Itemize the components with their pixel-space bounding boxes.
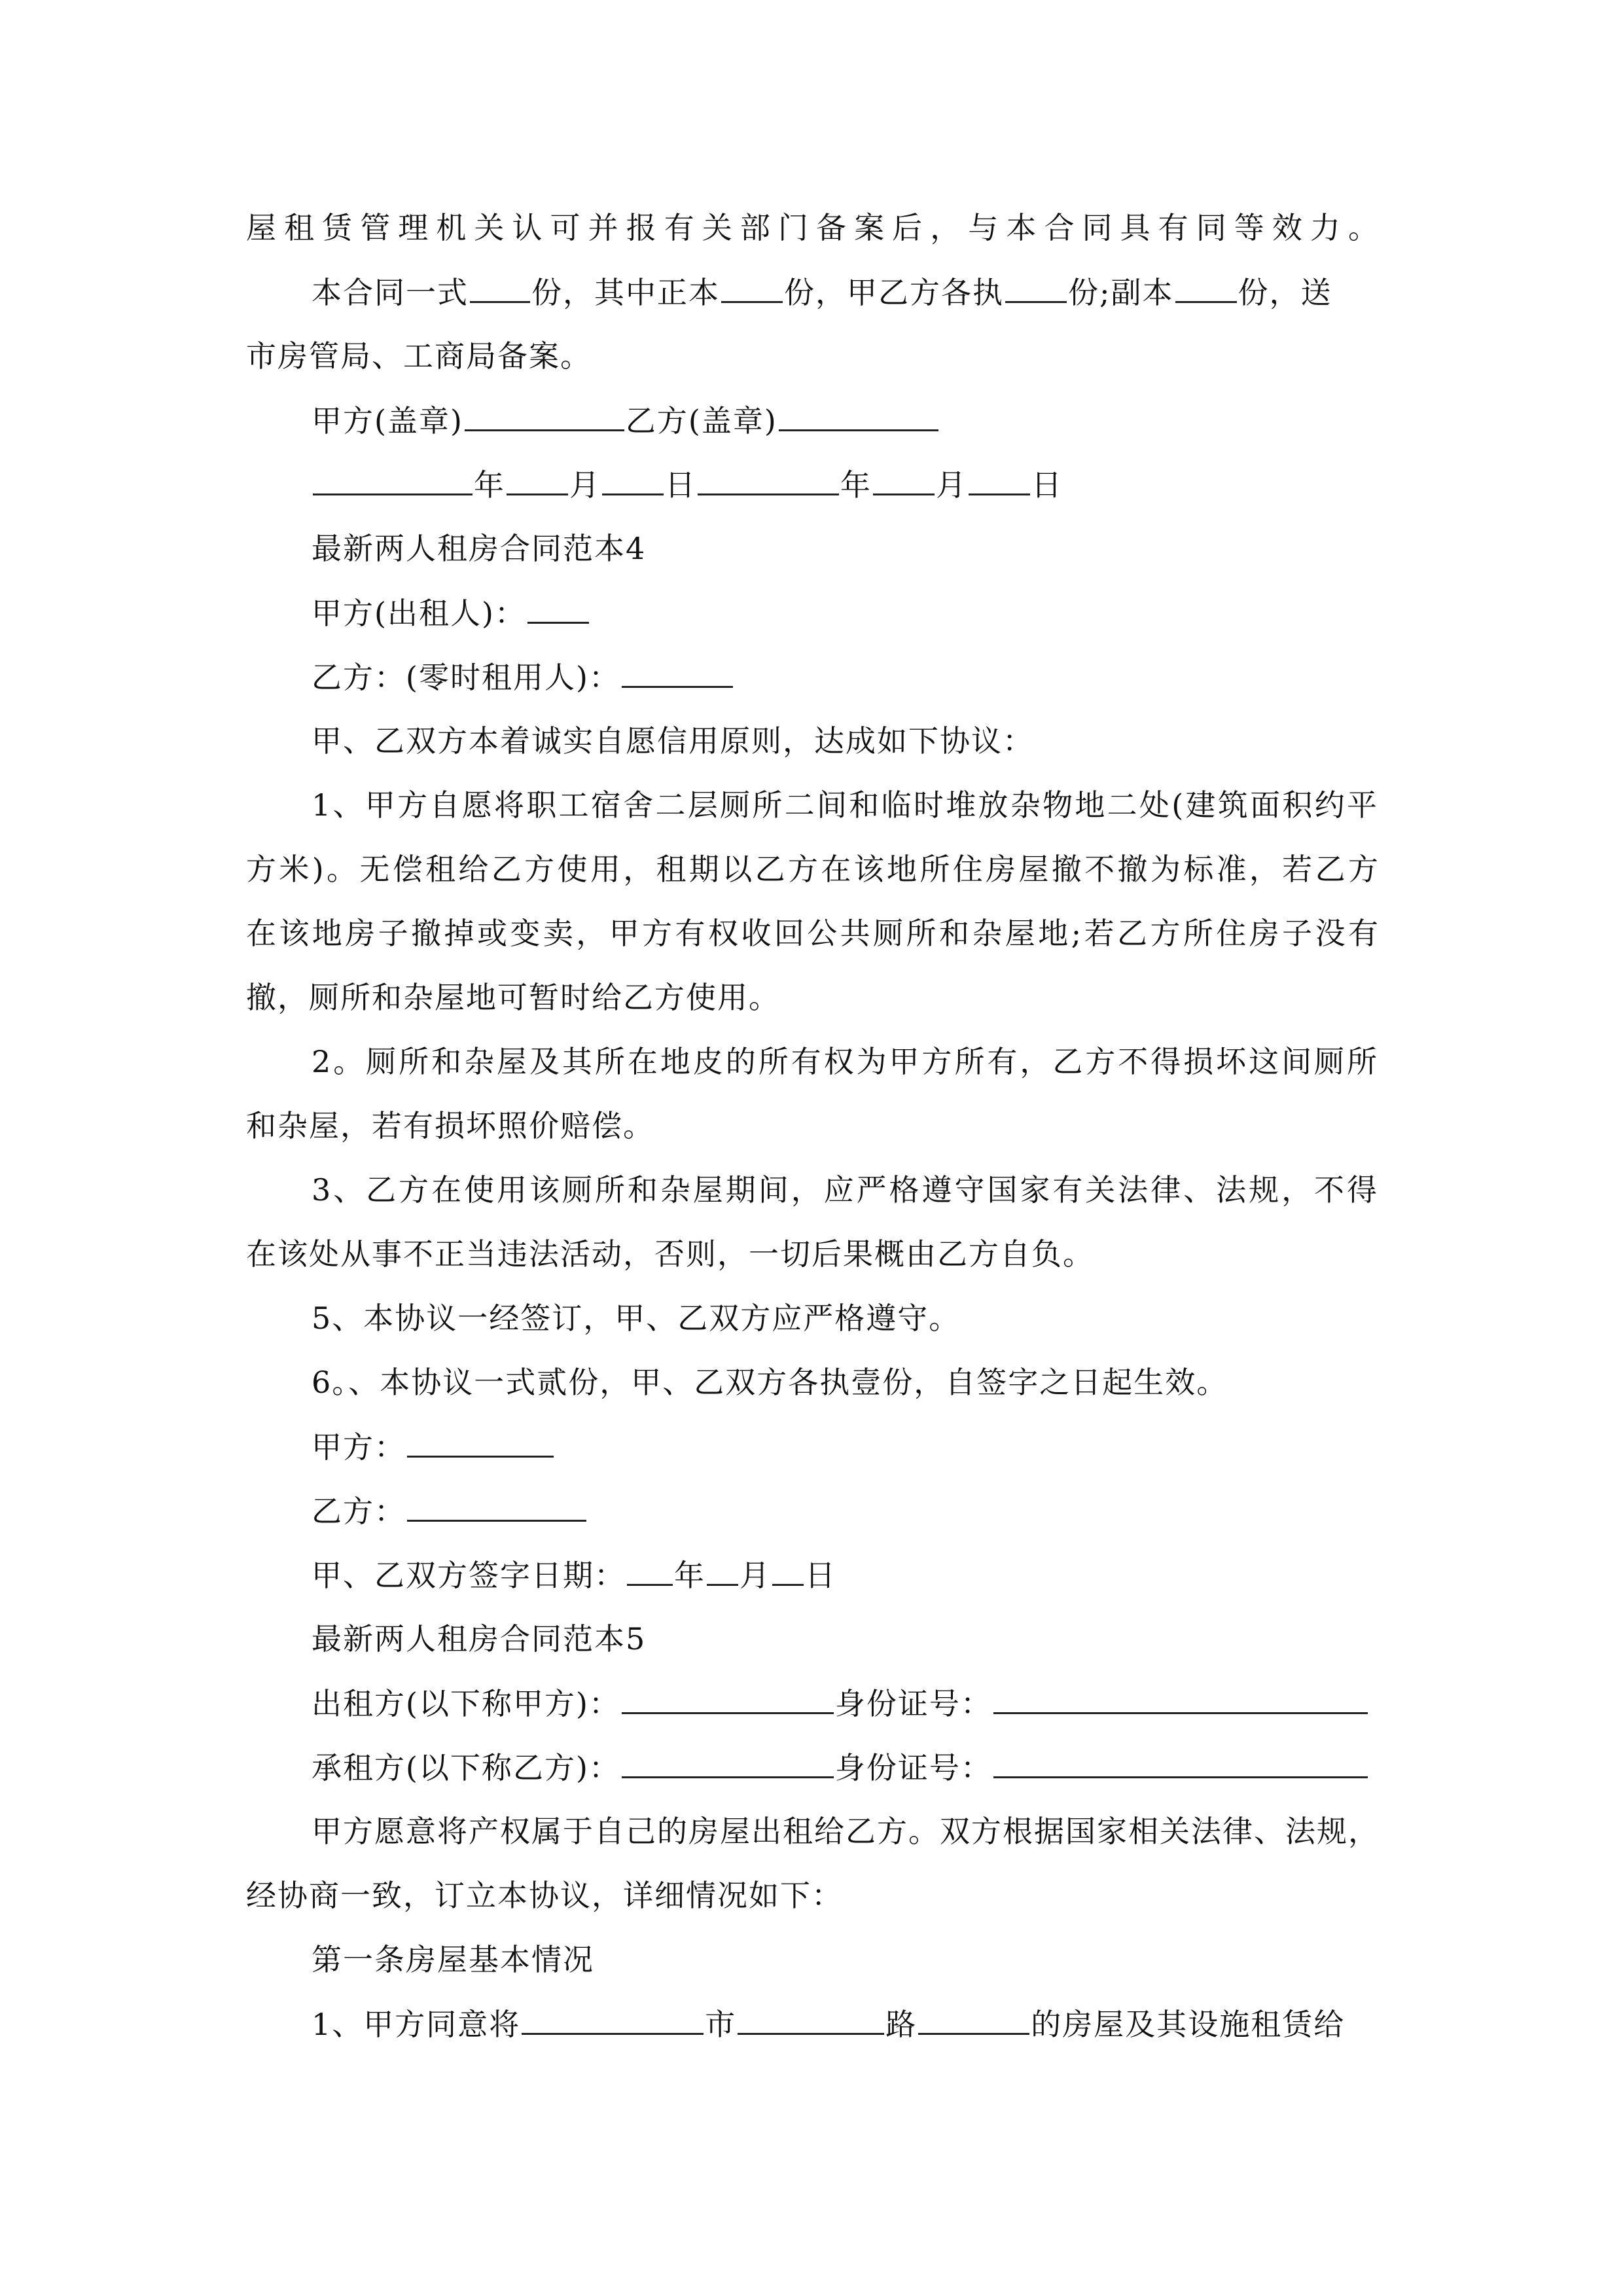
paragraph-line: 甲、乙双方本着诚实自愿信用原则，达成如下协议： bbox=[312, 723, 1034, 759]
text-segment: 份;副本 bbox=[1068, 275, 1174, 310]
paragraph-line: 1、甲方自愿将职工宿舍二层厕所二间和临时堆放杂物地二处(建筑面积约平 bbox=[312, 787, 1378, 823]
copies-clause-line bbox=[312, 272, 1332, 312]
text-segment: 日 bbox=[1031, 467, 1063, 503]
blank-field bbox=[969, 465, 1030, 495]
blank-field bbox=[622, 657, 733, 688]
paragraph-line: 甲方愿意将产权属于自己的房屋出租给乙方。双方根据国家相关法律、法规， bbox=[312, 1814, 1380, 1849]
text-segment: 身份证号： bbox=[834, 1686, 992, 1721]
blank-field bbox=[873, 465, 935, 495]
text-segment: 乙方： bbox=[312, 1494, 406, 1529]
blank-field bbox=[918, 2004, 1029, 2035]
paragraph-line: 在该地房子撤掉或变卖，甲方有权收回公共厕所和杂屋地;若乙方所住房子没有 bbox=[246, 916, 1380, 951]
text-segment: 出租方(以下称甲方)： bbox=[312, 1686, 620, 1721]
paragraph-line: 在该处从事不正当违法活动，否则，一切后果概由乙方自负。 bbox=[246, 1236, 1094, 1272]
text-segment: 份，甲乙方各执 bbox=[784, 275, 1004, 310]
text-segment: 1、甲方同意将 bbox=[312, 2007, 521, 2042]
paragraph-line: 2。厕所和杂屋及其所在地皮的所有权为甲方所有，乙方不得损坏这间厕所 bbox=[312, 1044, 1378, 1079]
blank-field bbox=[527, 593, 589, 624]
lessee-line bbox=[312, 1748, 1369, 1787]
text-segment: 甲方(出租人)： bbox=[312, 596, 526, 631]
text-segment: 的房屋及其设施租赁给 bbox=[1031, 2007, 1346, 2042]
text-segment: 本合同一式 bbox=[312, 275, 469, 310]
blank-field bbox=[779, 401, 938, 431]
text-segment: 甲方： bbox=[312, 1429, 406, 1465]
section-heading: 最新两人租房合同范本5 bbox=[312, 1621, 647, 1657]
blank-field bbox=[627, 1555, 673, 1586]
blank-field bbox=[1175, 272, 1237, 303]
signature-line bbox=[312, 1491, 588, 1530]
blank-field bbox=[465, 401, 624, 431]
text-segment: 年 bbox=[840, 467, 872, 503]
text-segment: 甲、乙双方签字日期： bbox=[312, 1558, 626, 1593]
blank-field bbox=[622, 1683, 834, 1714]
party-line bbox=[312, 593, 590, 632]
text-segment: 日 bbox=[665, 467, 696, 503]
article-heading: 第一条房屋基本情况 bbox=[312, 1942, 594, 1977]
paragraph-line: 屋租赁管理机关认可并报有关部门备案后，与本合同具有同等效力。 bbox=[246, 210, 1380, 245]
paragraph-line bbox=[312, 2004, 1345, 2043]
blank-field bbox=[993, 1748, 1368, 1778]
blank-field bbox=[772, 1555, 804, 1586]
text-segment: 日 bbox=[805, 1558, 836, 1593]
blank-field bbox=[470, 272, 530, 303]
text-segment: 身份证号： bbox=[834, 1750, 992, 1785]
signing-date-line bbox=[312, 1555, 836, 1594]
text-segment: 月 bbox=[936, 467, 967, 503]
paragraph-line: 撤，厕所和杂屋地可暂时给乙方使用。 bbox=[246, 980, 780, 1015]
blank-field bbox=[507, 465, 568, 495]
blank-field bbox=[698, 465, 839, 495]
blank-field bbox=[522, 2004, 704, 2035]
text-segment: 市 bbox=[705, 2007, 737, 2042]
signature-line bbox=[312, 1427, 555, 1466]
text-segment: 乙方：(零时租用人)： bbox=[312, 660, 620, 695]
text-segment: 份，送 bbox=[1238, 275, 1332, 310]
blank-field bbox=[993, 1683, 1368, 1714]
paragraph-line: 经协商一致，订立本协议，详细情况如下： bbox=[246, 1878, 843, 1913]
blank-field bbox=[1005, 272, 1067, 303]
blank-field bbox=[721, 272, 783, 303]
party-line bbox=[312, 657, 734, 696]
party-b-seal-label: 乙方(盖章) bbox=[625, 403, 777, 439]
text-segment: 年 bbox=[474, 467, 505, 503]
text-segment: 年 bbox=[674, 1558, 705, 1593]
blank-field bbox=[407, 1491, 586, 1522]
text-segment: 月 bbox=[569, 467, 601, 503]
paragraph-line: 5、本协议一经签订，甲、乙双方应严格遵守。 bbox=[312, 1300, 961, 1336]
paragraph-line: 和杂屋，若有损坏照价赔偿。 bbox=[246, 1108, 654, 1143]
paragraph-line: 市房管局、工商局备案。 bbox=[246, 338, 592, 374]
blank-field bbox=[622, 1748, 834, 1778]
text-segment: 月 bbox=[740, 1558, 771, 1593]
paragraph-line: 方米)。无偿租给乙方使用，租期以乙方在该地所住房屋撤不撤为标准，若乙方 bbox=[246, 852, 1380, 887]
text-segment: 承租方(以下称乙方)： bbox=[312, 1750, 620, 1785]
blank-field bbox=[407, 1427, 554, 1458]
blank-field bbox=[738, 2004, 884, 2035]
blank-field bbox=[602, 465, 664, 495]
section-heading: 最新两人租房合同范本4 bbox=[312, 531, 647, 566]
date-line bbox=[312, 465, 1063, 504]
paragraph-line: 3、乙方在使用该厕所和杂屋期间，应严格遵守国家有关法律、法规，不得 bbox=[312, 1172, 1378, 1208]
paragraph-line: 6。、本协议一式贰份，甲、乙双方各执壹份，自签字之日起生效。 bbox=[312, 1365, 1228, 1400]
party-a-seal-label: 甲方(盖章) bbox=[312, 403, 463, 439]
blank-field bbox=[313, 465, 473, 495]
lessor-line bbox=[312, 1683, 1369, 1723]
blank-field bbox=[707, 1555, 738, 1586]
text-segment: 路 bbox=[885, 2007, 918, 2042]
seal-line bbox=[312, 401, 940, 440]
text-segment: 份，其中正本 bbox=[531, 275, 720, 310]
